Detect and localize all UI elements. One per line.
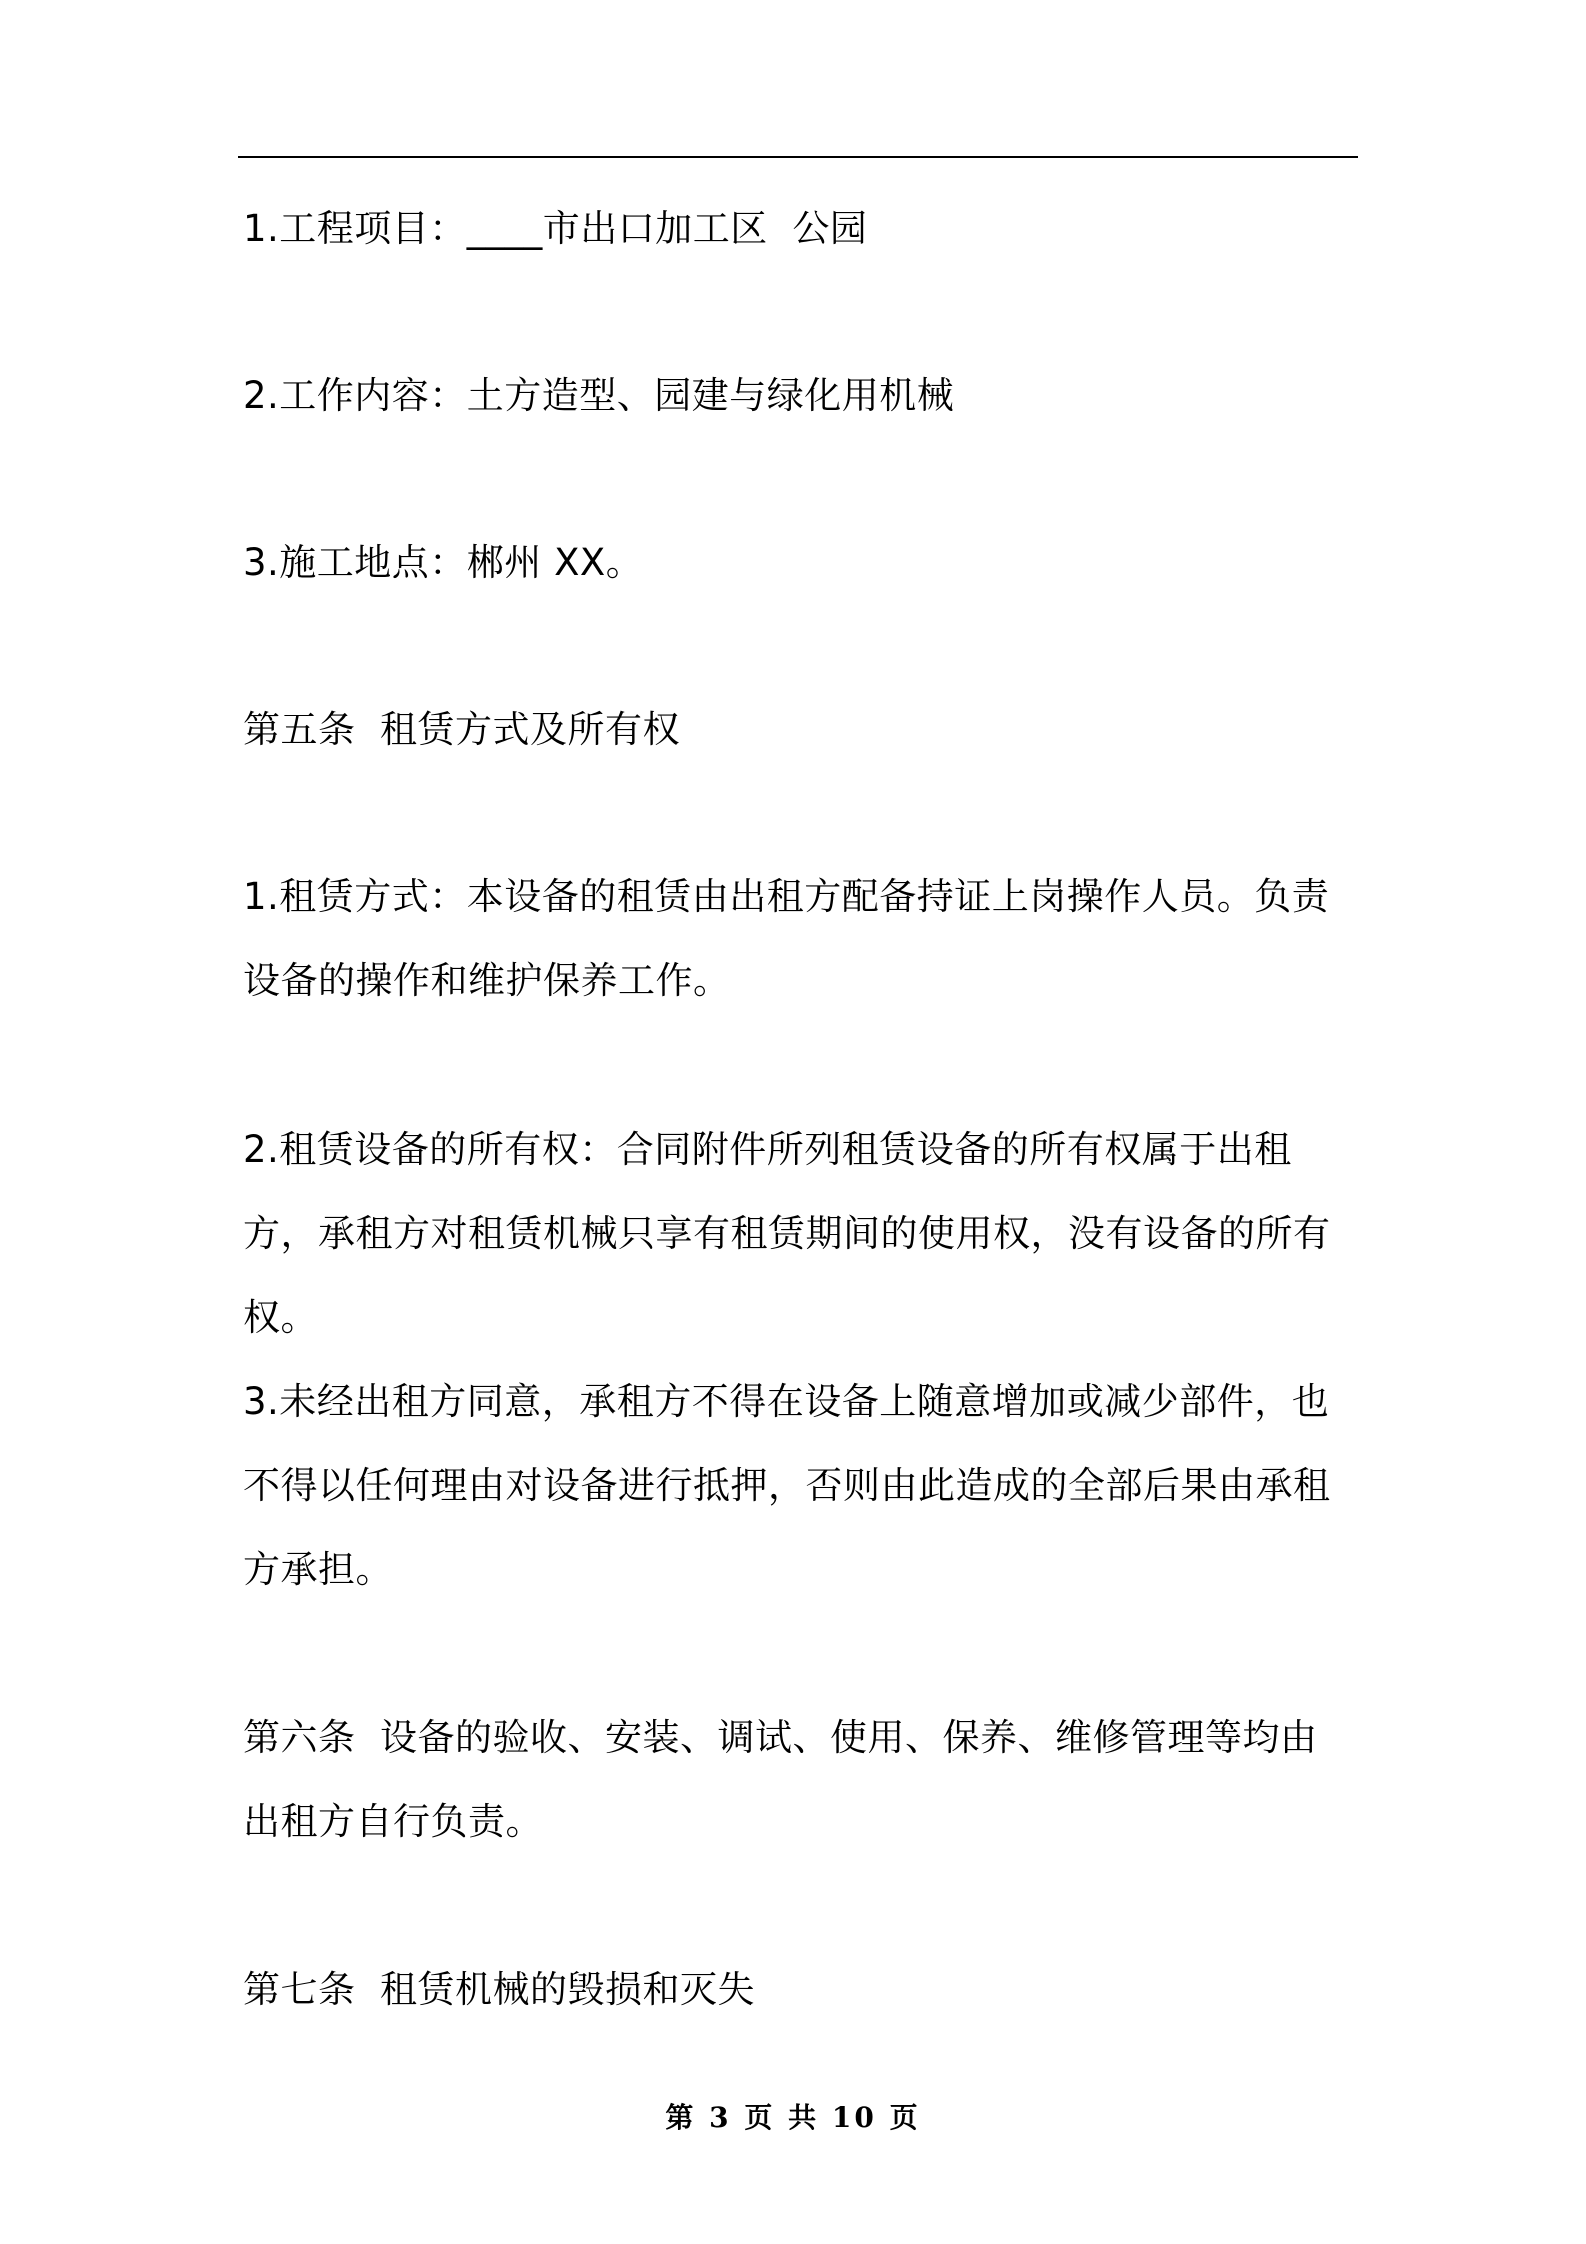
page-number-footer: 第 3 页 共 10 页 bbox=[665, 2101, 921, 2134]
article-seven-heading: 第七条 租赁机械的毁损和灭失 bbox=[243, 1968, 756, 2011]
work-content-line: 2.工作内容：土方造型、园建与绿化用机械 bbox=[243, 374, 955, 417]
lease-method-paragraph: 1.租赁方式：本设备的租赁由出租方配备持证上岗操作人员。负责设备的操作和维护保养工作。 bbox=[243, 875, 1330, 1002]
article-six-paragraph: 第六条 设备的验收、安装、调试、使用、保养、维修管理等均由出租方自行负责。 bbox=[243, 1716, 1318, 1843]
ownership-paragraph: 2.租赁设备的所有权：合同附件所列租赁设备的所有权属于出租方，承租方对租赁机械只享有租赁期间的使用权，没有设备的所有权。 bbox=[243, 1128, 1331, 1339]
construction-site-line: 3.施工地点：郴州 XX。 bbox=[243, 541, 644, 584]
modification-clause-paragraph: 3.未经出租方同意，承租方不得在设备上随意增加或减少部件，也不得以任何理由对设备进行抵押，否则由此造成的全部后果由承租方承担。 bbox=[243, 1380, 1331, 1591]
header-rule bbox=[238, 156, 1358, 158]
project-name-line: 1.工程项目：____市出口加工区 公园 bbox=[243, 207, 868, 250]
article-five-heading: 第五条 租赁方式及所有权 bbox=[243, 708, 681, 751]
